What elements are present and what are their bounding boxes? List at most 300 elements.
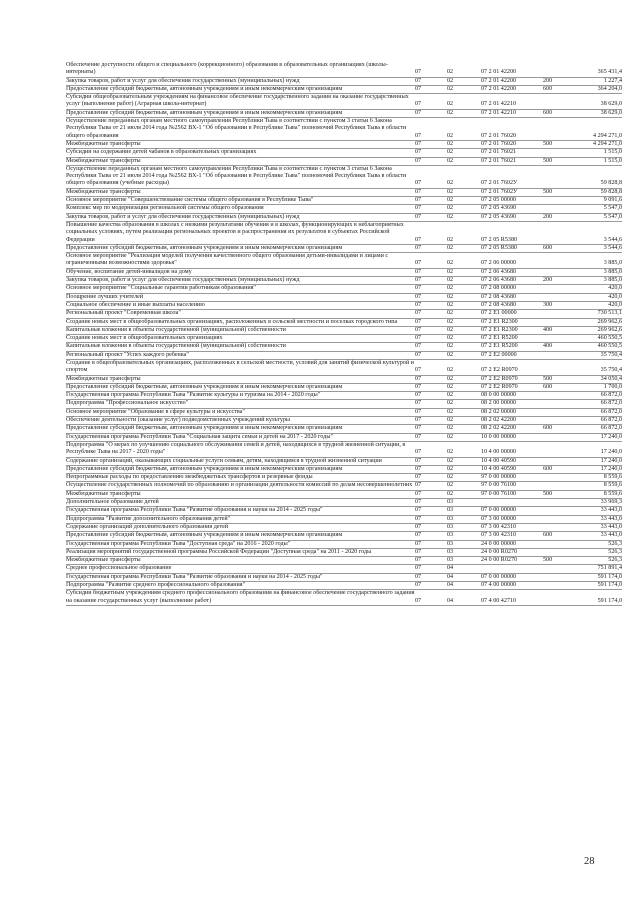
row-subsection: 02 [447,383,454,390]
row-name: Реализация мероприятий государственной программы Российской Федерации "Доступная среда" на 2011 - 2020 годы [66,548,372,555]
row-section: 07 [415,213,422,220]
row-subsection: 02 [447,400,454,407]
row-csr-code: 07 2 01 7602У [481,188,518,195]
row-name: Субсидии на содержание детей чабанов в образовательных организациях [66,149,257,156]
row-kvr-code: 500 [543,557,553,564]
row-sum: 8 559,6 [603,474,622,481]
row-csr-code: 07 2 05 00000 [481,197,517,204]
row-subsection: 02 [447,449,454,456]
row-subsection: 02 [447,474,454,481]
row-name: Межбюджетные трансферты [66,490,141,497]
row-sum: 591 174,0 [597,597,622,604]
table-row [66,269,622,276]
row-sum: 8 559,6 [603,482,622,489]
row-csr-code: 07 2 06 43680 [481,277,517,284]
table-row [66,62,622,77]
row-csr-code: 07 2 01 76020 [481,132,517,139]
table-row [66,549,622,556]
row-section: 07 [415,268,422,275]
row-name: Государственная программа Республики Тыва "Развитие образования и науки на 2014 - 2025 годы" [66,573,323,580]
table-row [66,158,622,165]
row-sum: 5 547,0 [603,205,622,212]
row-name: Предоставление субсидий бюджетным, автономным учреждениям и иным некоммерческим организациям [66,109,343,116]
row-subsection: 02 [447,490,454,497]
row-section: 07 [415,180,422,187]
row-subsection: 03 [447,557,454,564]
table-row [66,499,622,506]
row-sum: 17 240,0 [600,465,622,472]
row-name: Обеспечение деятельности (оказание услуг) подведомственных учреждений культуры [66,417,291,424]
table-row [66,434,622,441]
row-sum: 66 872,0 [600,408,622,415]
row-subsection: 02 [447,310,454,317]
table-row [66,78,622,85]
row-csr-code: 07 2 05 43690 [481,205,517,212]
row-name: Капитальные вложения в объекты государственной (муниципальной) собственности [66,343,286,350]
table-row [66,197,622,204]
row-section: 07 [415,532,422,539]
row-sum: 591 174,0 [597,573,622,580]
table-row [66,285,622,292]
row-csr-code: 10 4 00 00000 [481,449,517,456]
row-csr-code: 07 3 00 42310 [481,523,517,530]
table-row [66,277,622,284]
row-section: 07 [415,417,422,424]
row-name: Государственная программа Республики Тыва "Развитие образования и науки на 2014 - 2025 годы" [66,507,323,514]
row-sum: 35 750,4 [600,367,622,374]
row-csr-code: 10 0 00 00000 [481,433,517,440]
row-name: Социальное обеспечение и иные выплаты населению [66,301,205,308]
row-subsection: 03 [447,499,454,506]
table-row [66,376,622,383]
row-section: 07 [415,457,422,464]
row-name: Государственная программа Республики Тыва "Доступная среда" на 2016 - 2020 годы" [66,540,291,547]
row-csr-code: 07 2 01 76020 [481,140,517,147]
row-section: 07 [415,392,422,399]
row-section: 07 [415,465,422,472]
row-csr-code: 07 2 E1 R5200 [481,335,518,342]
row-name: Комплекс мер по модернизации региональной системы общего образования [66,205,264,212]
row-subsection: 02 [447,367,454,374]
table-row [66,149,622,156]
row-kvr-code: 500 [543,157,553,164]
row-subsection: 02 [447,180,454,187]
row-subsection: 02 [447,285,454,292]
row-subsection: 04 [447,573,454,580]
row-subsection: 03 [447,523,454,530]
row-csr-code: 08 2 02 42200 [481,417,517,424]
row-sum: 3 885,0 [603,268,622,275]
row-section: 07 [415,260,422,267]
row-subsection: 02 [447,392,454,399]
row-subsection: 02 [447,433,454,440]
row-csr-code: 07 2 E2 R0970 [481,367,518,374]
row-name: Осуществление переданных органам местного самоуправления Республики Тыва в соответствии с пунктом 3 статьи 6 Закона Республики Тыва от 21 июля 2014 года №2562 ВХ-1 "Об образовании в Республике Тыва" полномочий Республики Тыва в области общего образования (учебные расходы) [66,165,407,187]
row-csr-code: 07 2 05 R5380 [481,244,518,251]
row-csr-code: 07 2 01 7602У [481,180,518,187]
row-section: 07 [415,310,422,317]
row-sum: 17 240,0 [600,449,622,456]
row-name: Межбюджетные трансферты [66,140,141,147]
row-section: 07 [415,540,422,547]
row-subsection: 02 [447,69,454,76]
table-row [66,458,622,465]
row-subsection: 02 [447,205,454,212]
row-section: 07 [415,132,422,139]
row-name: Основное мероприятие "Реализация моделей получения качественного общего образования детьми-инвалидами и лицами с ограниченными возможностями здоровья" [66,253,389,267]
row-section: 07 [415,285,422,292]
row-section: 07 [415,301,422,308]
table-row [66,541,622,548]
row-sum: 420,0 [608,293,622,300]
table-row [66,110,622,117]
row-subsection: 02 [447,213,454,220]
row-sum: 4 294 271,0 [593,140,622,147]
table-row [66,335,622,342]
row-sum: 38 629,0 [600,109,622,116]
table-row [66,327,622,334]
row-kvr-code: 500 [543,375,553,382]
row-name: Поощрение лучших учителей [66,293,144,300]
table-row [66,205,622,212]
row-sum: 33 443,0 [600,523,622,530]
row-name: Создание новых мест в общеобразовательных организациях, расположенных в сельской местности и поселках городского типа [66,318,398,325]
row-name: Подпрограмма "Развитие дополнительного образования детей" [66,515,231,522]
row-name: Создание новых мест в общеобразовательных организациях [66,335,223,342]
table-row [66,352,622,359]
row-csr-code: 07 4 00 00000 [481,582,517,588]
table-row [66,409,622,416]
table-row [66,574,622,581]
row-kvr-code: 600 [543,109,553,116]
row-sum: 38 629,0 [600,101,622,108]
row-section: 07 [415,277,422,284]
row-sum: 364 204,0 [597,85,622,92]
table-row [66,524,622,531]
row-sum: 17 240,0 [600,433,622,440]
row-subsection: 03 [447,548,454,555]
row-sum: 66 872,0 [600,417,622,424]
row-subsection: 02 [447,188,454,195]
row-subsection: 02 [447,244,454,251]
row-sum: 526,3 [608,548,622,555]
row-name: Межбюджетные трансферты [66,375,141,382]
row-csr-code: 24 0 00 00000 [481,540,517,547]
row-sum: 34 050,4 [600,375,622,382]
row-kvr-code: 300 [543,301,553,308]
row-divider [66,605,622,606]
row-csr-code: 07 2 01 76021 [481,157,517,164]
row-section: 07 [415,157,422,164]
row-sum: 3 885,0 [603,260,622,267]
row-csr-code: 08 2 02 42200 [481,425,517,432]
row-csr-code: 07 2 01 42200 [481,77,517,84]
row-section: 07 [415,85,422,92]
table-row [66,343,622,350]
table-row [66,565,622,572]
row-subsection: 02 [447,318,454,325]
row-subsection: 02 [447,268,454,275]
row-name: Содержание организаций дополнительного образования детей [66,523,229,530]
table-row [66,141,622,148]
row-name: Основное мероприятие "Совершенствование системы общего образования в Республике Тыва" [66,197,314,204]
table-row [66,94,622,109]
row-name: Предоставление субсидий бюджетным, автономным учреждениям и иным некоммерческим организациям [66,532,343,539]
row-name: Обучение, воспитание детей-инвалидов на дому [66,268,192,275]
row-csr-code: 97 0 00 76100 [481,490,517,497]
row-section: 07 [415,408,422,415]
row-subsection: 02 [447,149,454,156]
row-csr-code: 97 0 00 00000 [481,474,517,481]
row-subsection: 02 [447,335,454,342]
table-row [66,360,622,375]
row-csr-code: 97 0 00 76100 [481,482,517,489]
row-csr-code: 07 2 E1 R2300 [481,326,518,333]
row-subsection: 02 [447,140,454,147]
table-row [66,222,622,244]
row-csr-code: 07 2 08 00000 [481,285,517,292]
row-csr-code: 08 0 00 00000 [481,392,517,399]
row-name: Содержание организаций, оказывающих социальные услуги семьям, детям, находящимся в трудной жизненной ситуации [66,457,382,464]
page-number: 28 [584,856,595,867]
row-kvr-code: 400 [543,326,553,333]
row-section: 07 [415,367,422,374]
row-section: 07 [415,433,422,440]
row-name: Обеспечение доступности общего и специального (коррекционного) образования в образовательных организациях (школы-интернаты) [66,62,388,76]
row-name: Предоставление субсидий бюджетным, автономным учреждениям и иным некоммерческим организациям [66,425,343,432]
row-subsection: 02 [447,236,454,243]
row-csr-code: 07 2 01 76021 [481,149,517,156]
row-subsection: 02 [447,465,454,472]
row-sum: 66 872,0 [600,425,622,432]
row-name: Капитальные вложения в объекты государственной (муниципальной) собственности [66,326,286,333]
row-section: 07 [415,149,422,156]
row-kvr-code: 400 [543,343,553,350]
row-name: Региональный проект "Современная школа" [66,310,181,317]
row-section: 07 [415,326,422,333]
budget-table [66,62,622,606]
table-row [66,166,622,188]
row-kvr-code: 200 [543,213,553,220]
row-subsection: 02 [447,457,454,464]
table-row [66,189,622,196]
row-section: 07 [415,515,422,522]
row-kvr-code: 600 [543,425,553,432]
row-section: 07 [415,482,422,489]
row-sum: 3 544,6 [603,236,622,243]
row-name: Региональный проект "Успех каждого ребенка" [66,351,189,358]
row-csr-code: 07 2 01 42200 [481,85,517,92]
row-section: 07 [415,77,422,84]
row-sum: 1 515,0 [603,149,622,156]
row-subsection: 02 [447,101,454,108]
row-name: Государственная программа Республики Тыва "Социальная защита семьи и детей на 2017 - 2020 годы" [66,433,333,440]
table-row [66,392,622,399]
row-section: 07 [415,499,422,506]
row-csr-code: 07 2 01 42210 [481,101,517,108]
row-csr-code: 07 3 00 00000 [481,515,517,522]
row-csr-code: 07 2 E2 R0970 [481,375,518,382]
row-name: Подпрограмма "О мерах по улучшению социального обслуживания семей и детей, находящихся в трудной жизненной ситуации, в Республике Тыва на 2017 - 2020 годы" [66,441,406,456]
row-kvr-code: 200 [543,77,553,84]
row-name: Предоставление субсидий бюджетным, автономным учреждениям и иным некоммерческим организациям [66,465,343,472]
row-name: Подпрограмма "Профессиональное искусство" [66,400,189,407]
row-subsection: 02 [447,293,454,300]
row-section: 07 [415,383,422,390]
row-csr-code: 24 0 00 R0270 [481,548,518,555]
row-csr-code: 07 2 E2 00000 [481,351,517,358]
table-row [66,557,622,564]
row-sum: 66 872,0 [600,400,622,407]
table-row [66,118,622,140]
row-name: Предоставление субсидий бюджетным, автономным учреждениям и иным некоммерческим организациям [66,244,343,251]
row-name: Повышение качества образования в школах с низкими результатами обучения и в школах, функционирующих в неблагоприятных социальных условиях, путем реализации региональных проектов и распространения их результатов в субъектах Российской Федерации [66,221,404,243]
row-name: Предоставление субсидий бюджетным, автономным учреждениям и иным некоммерческим организациям [66,383,343,390]
row-name: Закупка товаров, работ и услуг для обеспечения государственных (муниципальных) нужд [66,77,300,84]
table-row [66,302,622,309]
row-section: 07 [415,425,422,432]
row-csr-code: 07 2 E1 00000 [481,310,517,317]
row-section: 07 [415,205,422,212]
row-csr-code: 07 2 E2 R0970 [481,383,518,390]
table-row [66,516,622,523]
row-subsection: 02 [447,482,454,489]
row-csr-code: 07 2 05 R5380 [481,236,518,243]
row-section: 07 [415,109,422,116]
row-kvr-code: 600 [543,532,553,539]
row-section: 07 [415,582,422,588]
row-subsection: 02 [447,375,454,382]
row-section: 07 [415,140,422,147]
row-sum: 66 872,0 [600,392,622,399]
row-subsection: 02 [447,132,454,139]
row-section: 07 [415,343,422,350]
row-name: Создание в общеобразовательных организациях, расположенных в сельской местности, условий для занятий физической культурой и спортом [66,359,414,374]
row-sum: 33 443,0 [600,515,622,522]
row-section: 07 [415,573,422,580]
row-sum: 269 962,6 [597,318,622,325]
row-section: 07 [415,523,422,530]
row-csr-code: 07 0 00 00000 [481,573,517,580]
row-sum: 33 969,3 [600,499,622,506]
row-sum: 3 544,6 [603,244,622,251]
table-row [66,214,622,221]
table-row [66,86,622,93]
row-subsection: 02 [447,351,454,358]
table-row [66,491,622,498]
row-name: Межбюджетные трансферты [66,188,141,195]
row-sum: 33 443,0 [600,507,622,514]
row-subsection: 04 [447,565,454,572]
row-subsection: 02 [447,85,454,92]
row-name: Субсидии бюджетным учреждениям среднего профессионального образования на финансовое обеспечение государственного задания на оказание государственных услуг (выполнение работ) [66,590,415,604]
row-subsection: 04 [447,582,454,588]
row-sum: 526,3 [608,557,622,564]
row-sum: 33 443,0 [600,532,622,539]
row-section: 07 [415,400,422,407]
row-name: Закупка товаров, работ и услуг для обеспечения государственных (муниципальных) нужд [66,277,300,284]
row-kvr-code: 500 [543,490,553,497]
row-name: Осуществление переданных органам местного самоуправления Республики Тыва в соответствии с пунктом 3 статьи 6 Закона Республики Тыва от 21 июля 2014 года №2562 ВХ-1 "Об образовании в Республике Тыва" полномочий Республики Тыва в области общего образования [66,118,407,139]
row-kvr-code: 200 [543,277,553,284]
table-row [66,532,622,539]
row-subsection: 03 [447,540,454,547]
row-name: Основное мероприятие "Образование в сфере культуры и искусства" [66,408,245,415]
row-name: Закупка товаров, работ и услуг для обеспечения государственных (муниципальных) нужд [66,213,300,220]
table-row [66,400,622,407]
row-kvr-code: 500 [543,188,553,195]
row-sum: 59 828,8 [600,188,622,195]
row-csr-code: 07 2 08 43680 [481,293,517,300]
row-sum: 4 294 271,0 [593,132,622,139]
row-section: 07 [415,351,422,358]
row-section: 07 [415,318,422,325]
row-kvr-code: 500 [543,140,553,147]
row-sum: 5 547,0 [603,213,622,220]
row-name: Дополнительное образование детей [66,499,159,506]
row-subsection: 02 [447,260,454,267]
row-csr-code: 07 3 00 42310 [481,532,517,539]
row-subsection: 03 [447,532,454,539]
row-csr-code: 10 4 00 40590 [481,457,517,464]
row-section: 07 [415,375,422,382]
row-name: Межбюджетные трансферты [66,157,141,164]
table-row [66,590,622,605]
row-name: Межбюджетные трансферты [66,557,141,564]
row-sum: 420,0 [608,285,622,292]
row-section: 07 [415,449,422,456]
row-sum: 1 227,4 [603,77,622,84]
row-sum: 420,0 [608,301,622,308]
row-name: Подпрограмма "Развитие среднего профессионального образования" [66,582,246,588]
row-subsection: 04 [447,597,454,604]
row-section: 07 [415,565,422,572]
row-sum: 730 513,1 [597,310,622,317]
row-csr-code: 08 2 00 00000 [481,400,517,407]
row-name: Субсидии общеобразовательным учреждениям на финансовое обеспечение государственного задания на оказание государственных услуг (выполнение работ) (Аграрная школа-интернат) [66,94,409,108]
row-csr-code: 07 2 E1 R5200 [481,343,518,350]
row-sum: 460 550,5 [597,343,622,350]
row-subsection: 02 [447,408,454,415]
row-subsection: 02 [447,343,454,350]
row-sum: 269 962,6 [597,326,622,333]
row-subsection: 03 [447,507,454,514]
row-section: 07 [415,597,422,604]
row-sum: 1 515,0 [603,157,622,164]
row-subsection: 02 [447,197,454,204]
row-csr-code: 07 4 00 42710 [481,597,517,604]
row-subsection: 02 [447,109,454,116]
table-row [66,310,622,317]
row-csr-code: 07 2 06 43680 [481,268,517,275]
row-name: Предоставление субсидий бюджетным, автономным учреждениям и иным некоммерческим организациям [66,85,343,92]
table-row [66,482,622,489]
row-sum: 35 750,4 [600,351,622,358]
row-csr-code: 07 2 06 00000 [481,260,517,267]
row-subsection: 02 [447,157,454,164]
table-row [66,466,622,473]
table-row [66,474,622,481]
row-section: 07 [415,188,422,195]
row-section: 07 [415,244,422,251]
row-kvr-code: 600 [543,244,553,251]
row-kvr-code: 600 [543,465,553,472]
row-kvr-code: 600 [543,85,553,92]
row-csr-code: 07 0 00 00000 [481,507,517,514]
row-subsection: 02 [447,77,454,84]
row-sum: 751 891,4 [597,565,622,572]
row-csr-code: 07 2 E1 R2300 [481,318,518,325]
